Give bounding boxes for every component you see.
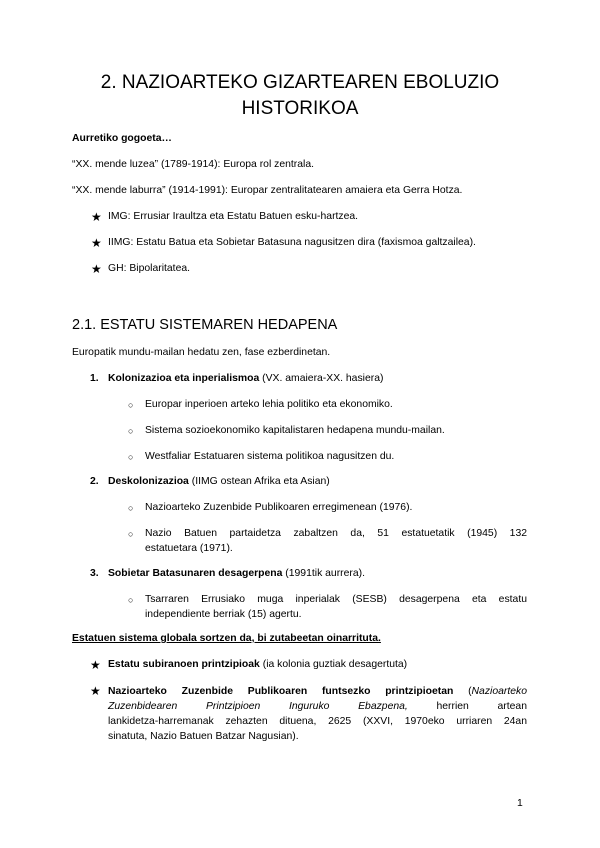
title-line-1: 2. NAZIOARTEKO GIZARTEAREN EBOLUZIO <box>100 72 500 93</box>
page-number: 1 <box>517 798 523 809</box>
sub-list-item: Westfaliar Estatuaren sistema politikoa nagusitzen du. <box>145 451 395 462</box>
intro-bullet: GH: Bipolaritatea. <box>108 263 191 274</box>
list-item <box>108 475 330 489</box>
intro-paragraph-2: “XX. mende laburra” (1914-1991): Europar zentralitatearen amaiera eta Gerra Hotza. <box>72 185 463 196</box>
list-item <box>108 372 383 386</box>
open-paren: ( <box>453 686 472 697</box>
sub-list-item: Sistema sozioekonomiko kapitalistaren hedapena mundu-mailan. <box>145 425 445 436</box>
sub-list-item <box>145 526 527 556</box>
global-bullet <box>108 658 407 672</box>
title-line-2: HISTORIKOA <box>241 98 359 119</box>
global-bullet-line <box>108 684 527 699</box>
global-bullet-bold: Nazioarteko Zuzenbide Publikoaren funtsezko printzipioetan <box>108 686 454 697</box>
circle-bullet-icon: ○ <box>128 503 134 513</box>
intro-bullet: IIMG: Estatu Batua eta Sobietar Batasuna nagusitzen dira (faxismoa galtzailea). <box>108 237 476 248</box>
sub-list-item-line: independiente berriak (15) agertu. <box>145 609 302 620</box>
star-bullet-icon: ★ <box>90 684 101 698</box>
sub-list-item: Nazioarteko Zuzenbide Publikoaren erregimenean (1976). <box>145 502 413 513</box>
list-item-rest: (VX. amaiera-XX. hasiera) <box>259 373 384 384</box>
list-item-bold: Sobietar Batasunaren desagerpena <box>108 568 283 579</box>
global-heading: Estatuen sistema globala sortzen da, bi zutabeetan oinarrituta. <box>72 633 381 644</box>
list-number: 1. <box>90 373 99 384</box>
sub-list-item <box>145 592 527 622</box>
page-title <box>40 70 560 122</box>
circle-bullet-icon: ○ <box>128 400 134 410</box>
list-number: 2. <box>90 476 99 487</box>
list-item <box>108 567 365 581</box>
intro-heading: Aurretiko gogoeta… <box>72 133 172 144</box>
sub-list-item-line: estatuetara (1971). <box>145 543 233 554</box>
list-item-bold: Kolonizazioa eta inperialismoa <box>108 373 260 384</box>
intro-paragraph-1: “XX. mende luzea” (1789-1914): Europa rol zentrala. <box>72 159 315 170</box>
global-bullet-line: lankidetza-harremanak zehazten dituena, 2625 (XXVI, 1970eko urriaren 24an <box>108 716 527 727</box>
list-item-rest: (IIMG ostean Afrika eta Asian) <box>188 476 330 487</box>
global-bullet-rest: (ia kolonia guztiak desagertuta) <box>259 659 408 670</box>
star-bullet-icon: ★ <box>91 262 102 276</box>
global-bullet-line <box>108 699 527 714</box>
circle-bullet-icon: ○ <box>128 452 134 462</box>
global-bullet-line: sinatuta, Nazio Batuen Batzar Nagusian). <box>108 731 299 742</box>
star-bullet-icon: ★ <box>90 658 101 672</box>
circle-bullet-icon: ○ <box>128 426 134 436</box>
section-intro: Europatik mundu-mailan hedatu zen, fase ezberdinetan. <box>72 347 331 358</box>
star-bullet-icon: ★ <box>91 210 102 224</box>
list-item-bold: Deskolonizazioa <box>108 476 189 487</box>
circle-bullet-icon: ○ <box>128 595 134 605</box>
list-item-rest: (1991tik aurrera). <box>282 568 365 579</box>
line-rest: herrien artean <box>407 701 527 712</box>
sub-list-item: Europar inperioen arteko lehia politiko eta ekonomiko. <box>145 399 393 410</box>
italic-text: Zuzenbidearen Printzipioen Inguruko Ebazpena, <box>108 701 408 712</box>
circle-bullet-icon: ○ <box>128 529 134 539</box>
sub-list-item-line: Nazio Batuen partaidetza zabaltzen da, 51 estatuetatik (1945) 132 <box>145 528 527 539</box>
list-number: 3. <box>90 568 99 579</box>
global-bullet-bold: Estatu subiranoen printzipioak <box>108 659 260 670</box>
star-bullet-icon: ★ <box>91 236 102 250</box>
italic-text: Nazioarteko <box>471 686 527 697</box>
global-bullet <box>108 684 527 744</box>
section-heading: 2.1. ESTATU SISTEMAREN HEDAPENA <box>72 317 338 333</box>
intro-bullet: IMG: Errusiar Iraultza eta Estatu Batuen esku-hartzea. <box>108 211 359 222</box>
sub-list-item-line: Tsarraren Errusiako muga inperialak (SESB) desagerpena eta estatu <box>145 594 527 605</box>
